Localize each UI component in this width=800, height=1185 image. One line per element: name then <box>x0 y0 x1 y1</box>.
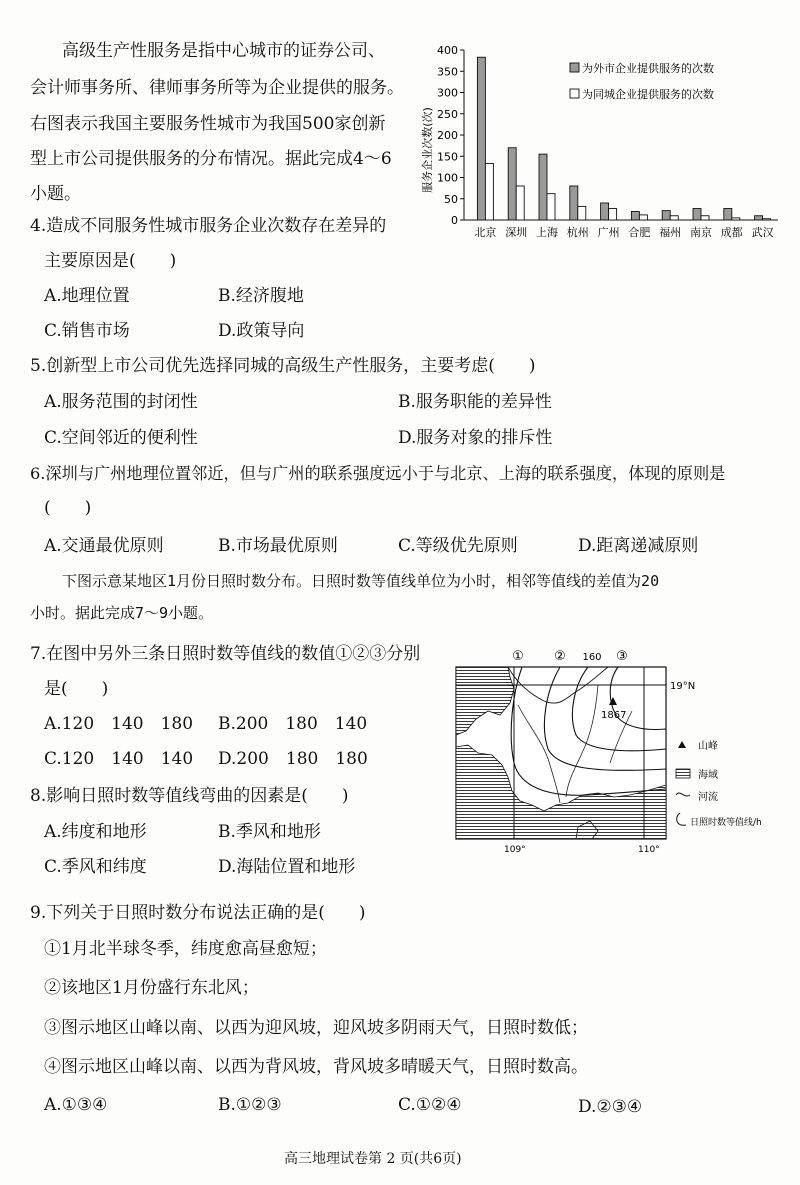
circle-label-2: ② <box>554 649 566 664</box>
chart-xtick-label-1: 深圳 <box>505 226 528 239</box>
chart-ytick-label-2: 100 <box>437 171 458 185</box>
bar-chart-svg <box>418 38 784 244</box>
chart-ylabel: 服务企业次数(次) <box>421 107 434 193</box>
q7-option-a[interactable]: A.120 140 180 <box>44 714 194 734</box>
bar-same-city-7 <box>701 216 709 220</box>
q9-option-b[interactable]: B.①②③ <box>218 1095 282 1115</box>
chart-ytick-label-6: 300 <box>437 86 458 100</box>
lon-label-109: 109° <box>504 845 526 855</box>
bar-same-city-8 <box>732 218 740 220</box>
q9-option-c[interactable]: C.①②④ <box>398 1095 462 1115</box>
q4-option-a[interactable]: A.地理位置 <box>44 286 130 306</box>
q7-option-c[interactable]: C.120 140 140 <box>44 749 194 769</box>
circle-label-3: ③ <box>616 649 628 664</box>
q6-stem: 6.深圳与广州地理位置邻近，但与广州的联系强度远小于与北京、上海的联系强度，体现的原则是 <box>30 464 726 483</box>
bar-same-city-9 <box>763 219 771 220</box>
q8-option-d[interactable]: D.海陆位置和地形 <box>218 857 356 877</box>
q5-option-a[interactable]: A.服务范围的封闭性 <box>44 392 198 412</box>
bar-same-city-0 <box>485 163 493 220</box>
chart-xtick-label-9: 武汉 <box>751 226 774 239</box>
chart-ytick-label-3: 150 <box>437 150 458 164</box>
q6-option-a[interactable]: A.交通最优原则 <box>44 536 164 556</box>
chart-xtick-label-8: 成都 <box>720 226 743 239</box>
chart-xtick-label-0: 北京 <box>474 226 497 239</box>
q7-stem: 7.在图中另外三条日照时数等值线的数值①②③分别 <box>30 644 421 664</box>
legend-peak-icon <box>678 741 686 748</box>
q4-stem-cont: 主要原因是( ) <box>44 251 177 271</box>
q6-stem-cont: ( ) <box>44 498 92 518</box>
bar-other-city-1 <box>508 148 516 220</box>
peak-value: 1867 <box>601 710 627 721</box>
q7-option-b[interactable]: B.200 180 140 <box>218 714 368 734</box>
q5-option-c[interactable]: C.空间邻近的便利性 <box>44 428 198 448</box>
q6-option-c[interactable]: C.等级优先原则 <box>398 536 518 556</box>
bar-other-city-2 <box>539 154 547 220</box>
q9-stem: 9.下列关于日照时数分布说法正确的是( ) <box>30 903 366 923</box>
legend-label-0: 为外市企业提供服务的次数 <box>582 62 714 75</box>
intro2-line1: 下图示意某地区1月份日照时数分布。日照时数等值线单位为小时，相邻等值线的差值为20 <box>62 572 660 590</box>
q4-option-b[interactable]: B.经济腹地 <box>218 286 304 306</box>
bar-same-city-2 <box>547 194 555 220</box>
bar-other-city-8 <box>724 209 732 220</box>
circle-label-1: ① <box>512 649 524 664</box>
q8-option-c[interactable]: C.季风和纬度 <box>44 857 147 877</box>
q8-option-b[interactable]: B.季风和地形 <box>218 822 321 842</box>
chart-ytick-label-8: 400 <box>437 44 458 57</box>
bar-other-city-4 <box>601 203 609 220</box>
q4-option-d[interactable]: D.政策导向 <box>218 321 305 341</box>
intro1-line5: 小题。 <box>30 184 81 204</box>
q4-stem: 4.造成不同服务性城市服务企业次数存在差异的 <box>30 216 387 236</box>
chart-ytick-label-1: 50 <box>444 192 458 206</box>
bar-same-city-5 <box>639 215 647 220</box>
bar-other-city-3 <box>570 186 578 220</box>
lat-label: 19°N <box>670 681 696 692</box>
q5-stem: 5.创新型上市公司优先选择同城的高级生产性服务，主要考虑( ) <box>30 356 536 376</box>
q8-option-a[interactable]: A.纬度和地形 <box>44 822 147 842</box>
bar-other-city-7 <box>693 209 701 220</box>
q9-option-d[interactable]: D.②③④ <box>578 1097 643 1117</box>
q8-stem: 8.影响日照时数等值线弯曲的因素是( ) <box>30 786 349 806</box>
chart-xtick-label-4: 广州 <box>597 226 620 239</box>
chart-ytick-label-7: 350 <box>437 65 458 79</box>
legend-isoline-label: 日照时数等值线/h <box>690 818 762 828</box>
q7-option-d[interactable]: D.200 180 180 <box>218 749 368 769</box>
q4-option-c[interactable]: C.销售市场 <box>44 321 130 341</box>
chart-xtick-label-6: 福州 <box>659 226 682 239</box>
q7-stem-cont: 是( ) <box>44 679 109 699</box>
bar-chart <box>418 38 784 244</box>
bar-same-city-3 <box>578 206 586 220</box>
q9-statement-2: ②该地区1月份盛行东北风； <box>44 978 259 998</box>
chart-ytick-label-5: 250 <box>437 107 458 121</box>
chart-xtick-label-2: 上海 <box>536 226 558 239</box>
isoline-value-160: 160 <box>582 652 602 663</box>
intro1-line2: 会计师事务所、律师事务所等为企业提供的服务。 <box>30 78 404 98</box>
sunshine-map-svg <box>448 645 798 865</box>
legend-sea-label: 海域 <box>698 770 718 781</box>
intro1-line4: 型上市公司提供服务的分布情况。据此完成4～6 <box>30 149 392 169</box>
q6-option-b[interactable]: B.市场最优原则 <box>218 536 338 556</box>
bar-other-city-6 <box>662 211 670 220</box>
q6-option-d[interactable]: D.距离递减原则 <box>578 536 699 556</box>
legend-sea-icon <box>676 769 690 778</box>
page-footer: 高三地理试卷第 2 页(共6页) <box>284 1151 462 1167</box>
sunshine-map <box>448 645 798 865</box>
chart-ytick-label-0: 0 <box>451 214 458 227</box>
chart-xtick-label-7: 南京 <box>690 226 712 239</box>
chart-ytick-label-4: 200 <box>437 129 458 142</box>
bar-other-city-5 <box>631 212 639 221</box>
q9-statement-4: ④图示地区山峰以南、以西为背风坡，背风坡多晴暖天气，日照时数高。 <box>44 1057 588 1077</box>
legend-swatch-1 <box>570 89 579 98</box>
q9-option-a[interactable]: A.①③④ <box>44 1095 108 1115</box>
legend-peak-label: 山峰 <box>698 741 718 752</box>
lon-label-110: 110° <box>638 845 660 855</box>
legend-label-1: 为同城企业提供服务的次数 <box>582 88 714 101</box>
legend-isoline-icon <box>677 813 686 825</box>
q5-option-d[interactable]: D.服务对象的排斥性 <box>398 428 553 448</box>
q9-statement-1: ①1月北半球冬季，纬度愈高昼愈短； <box>44 939 327 959</box>
q5-option-b[interactable]: B.服务职能的差异性 <box>398 392 552 412</box>
chart-xtick-label-3: 杭州 <box>566 226 589 239</box>
intro1-line1: 高级生产性服务是指中心城市的证券公司、 <box>62 41 385 61</box>
chart-xtick-label-5: 合肥 <box>628 226 651 239</box>
intro2-line2: 小时。据此完成7～9小题。 <box>30 604 214 622</box>
intro1-line3: 右图表示我国主要服务性城市为我国500家创新 <box>30 114 386 134</box>
legend-river-icon <box>676 793 690 796</box>
bar-same-city-1 <box>516 186 524 220</box>
bar-same-city-4 <box>609 209 617 220</box>
q9-statement-3: ③图示地区山峰以南、以西为迎风坡，迎风坡多阴雨天气，日照时数低； <box>44 1018 588 1038</box>
map-legend <box>676 739 762 828</box>
bar-other-city-0 <box>477 57 485 220</box>
legend-river-label: 河流 <box>698 792 718 803</box>
bar-other-city-9 <box>755 216 763 220</box>
legend-swatch-0 <box>570 63 579 72</box>
bar-same-city-6 <box>670 216 678 220</box>
